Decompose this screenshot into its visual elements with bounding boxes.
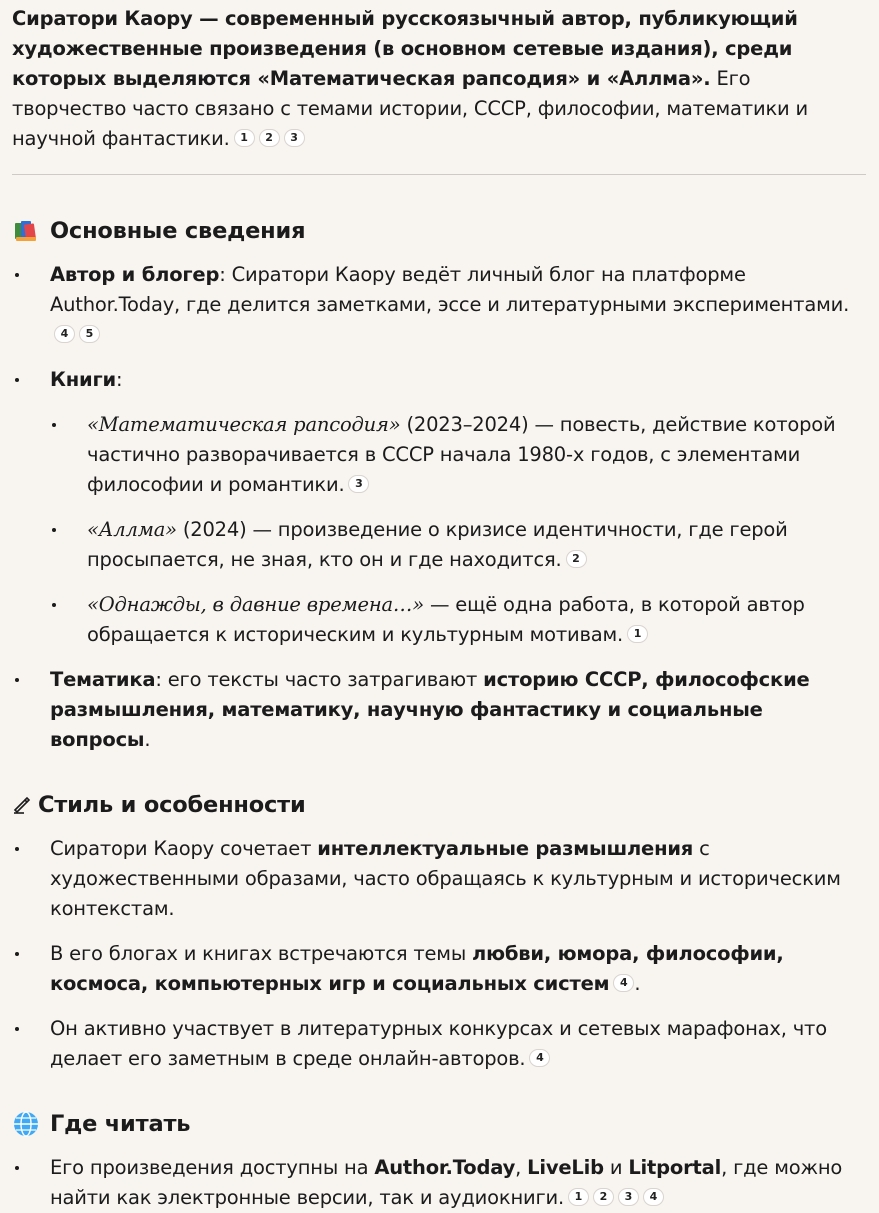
section-title: Где читать — [50, 1111, 191, 1137]
section-heading-main-info — [12, 215, 866, 247]
item-text: . — [144, 728, 151, 751]
item-text: В его блогах и книгах встречаются темы — [50, 942, 473, 965]
section-heading-style — [12, 789, 866, 821]
book-text: (2024) — произведение о кризисе идентичности, где герой просыпается, не зная, кто он и где находится. — [87, 518, 788, 571]
book-text: — ещё одна работа, в которой автор обращается к историческим и культурным мотивам. — [87, 593, 805, 646]
list-item — [12, 260, 866, 350]
intro-text: Его творчество часто связано с темами истории, СССР, философии, математики и научной фантастики. — [12, 67, 808, 150]
main-info-list — [12, 260, 866, 755]
list-item — [12, 1153, 866, 1213]
citation-badge[interactable]: 1 — [568, 1188, 589, 1206]
book-text: (2023–2024) — повесть, действие которой частично разворачивается в СССР начала 1980-х годов, с элементами философии и романтики. — [87, 413, 836, 496]
citation-badge[interactable]: 1 — [234, 129, 255, 147]
item-text: и — [603, 1156, 629, 1179]
citation-badge[interactable]: 2 — [566, 550, 587, 568]
list-item — [12, 365, 866, 650]
list-item — [49, 515, 866, 575]
section-title: Стиль и особенности — [38, 792, 306, 818]
item-text: . — [634, 972, 641, 995]
book-title: «Аллма» — [87, 518, 177, 541]
divider — [12, 174, 866, 175]
citation-badge[interactable]: 2 — [593, 1188, 614, 1206]
list-item — [12, 665, 866, 755]
item-text: с художественными образами, часто обращаясь к культурным и историческим контекстам. — [50, 837, 841, 920]
citation-badge[interactable]: 3 — [618, 1188, 639, 1206]
citation-badge[interactable]: 1 — [627, 625, 648, 643]
citation-badge[interactable]: 5 — [79, 325, 100, 343]
item-text: , — [515, 1156, 528, 1179]
where-to-read-list — [12, 1153, 866, 1213]
item-text: Сиратори Каору сочетает — [50, 837, 318, 860]
citation-badge[interactable]: 2 — [259, 129, 280, 147]
style-list — [12, 834, 866, 1074]
item-text: , где можно найти как электронные версии, так и аудиокниги. — [50, 1156, 843, 1209]
item-text: Его произведения доступны на — [50, 1156, 375, 1179]
section-heading-where-to-read — [12, 1108, 866, 1140]
item-bold: интеллектуальные размышления — [317, 837, 694, 860]
citation-badge[interactable]: 4 — [54, 325, 75, 343]
writing-hand-icon — [12, 795, 32, 815]
book-title: «Однажды, в давние времена…» — [87, 593, 424, 616]
link-litportal[interactable]: Litportal — [628, 1156, 722, 1179]
link-author-today[interactable]: Author.Today — [374, 1156, 516, 1179]
item-text: : его тексты часто затрагивают — [155, 668, 484, 691]
globe-icon — [12, 1110, 40, 1138]
item-text: : — [115, 368, 123, 391]
books-icon — [12, 218, 40, 244]
list-item — [12, 1014, 866, 1074]
intro-bold: Сиратори Каору — современный русскоязычный автор, публикующий художественные произведения (в основном сетевые издания), среди которых выделяются «Математическая рапсодия» и «Аллма». — [12, 7, 798, 90]
item-text: Он активно участвует в литературных конкурсах и сетевых марафонах, что делает его заметным в среде онлайн-авторов. — [50, 1017, 827, 1070]
item-label: Тематика — [50, 668, 156, 691]
citation-badge[interactable]: 4 — [643, 1188, 664, 1206]
list-item — [49, 590, 866, 650]
item-bold: любви, юмора, философии, космоса, компьютерных игр и социальных систем — [50, 942, 784, 995]
item-label: Книги — [50, 368, 116, 391]
books-list — [12, 410, 866, 650]
item-label: Автор и блогер — [50, 263, 220, 286]
section-title: Основные сведения — [50, 218, 306, 244]
citation-badge[interactable]: 3 — [284, 129, 305, 147]
book-title: «Математическая рапсодия» — [87, 413, 401, 436]
item-text: : Сиратори Каору ведёт личный блог на платформе Author.Today, где делится заметками, эссе и литературными экспериментами. — [50, 263, 850, 316]
list-item — [49, 410, 866, 500]
list-item — [12, 939, 866, 999]
link-livelib[interactable]: LiveLib — [527, 1156, 604, 1179]
citation-badge[interactable]: 3 — [348, 475, 369, 493]
intro-paragraph — [12, 4, 866, 154]
list-item — [12, 834, 866, 924]
citation-badge[interactable]: 4 — [613, 974, 634, 992]
item-bold: историю СССР, философские размышления, математику, научную фантастику и социальные вопросы — [50, 668, 810, 751]
citation-badge[interactable]: 4 — [529, 1049, 550, 1067]
